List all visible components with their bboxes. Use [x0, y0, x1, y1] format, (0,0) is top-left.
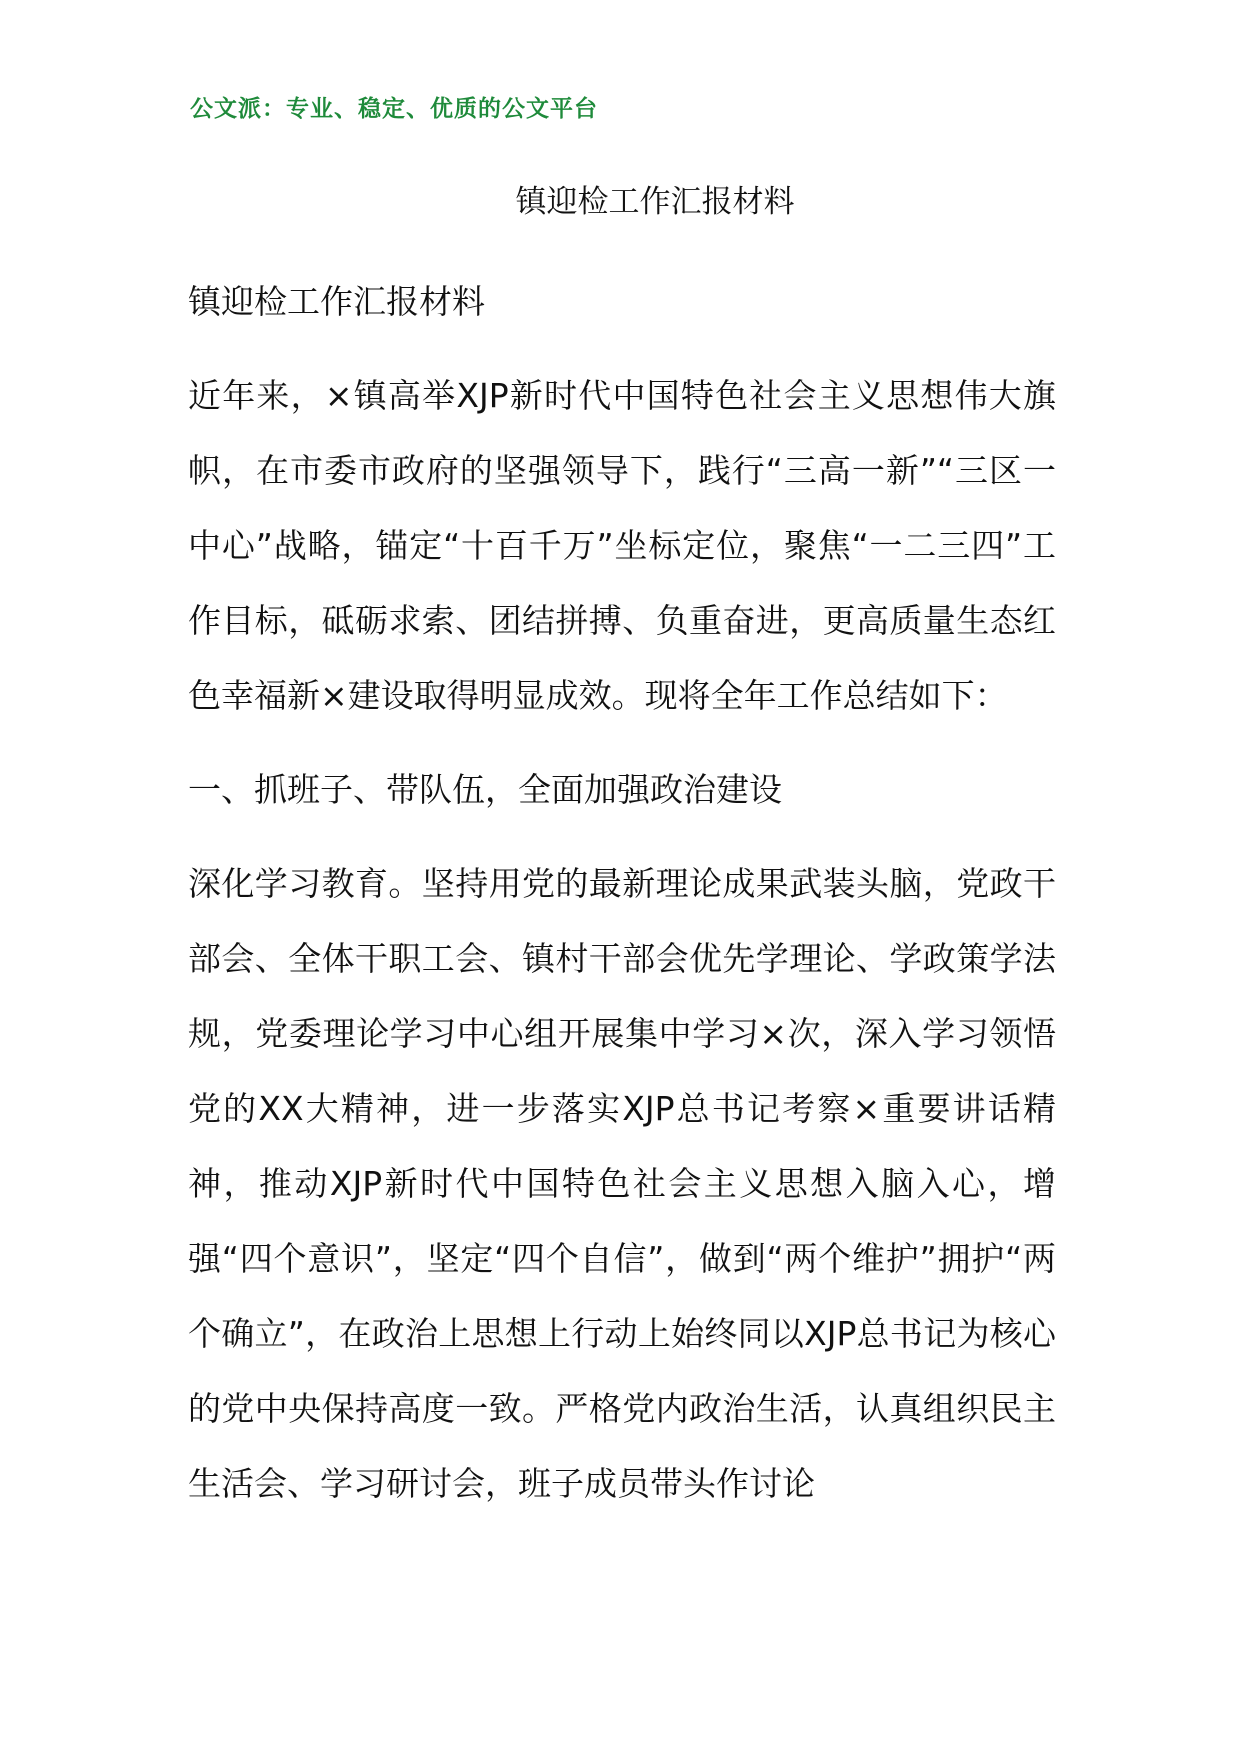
document-subtitle: 镇迎检工作汇报材料	[188, 282, 485, 321]
document-body	[188, 264, 1056, 1540]
document-title: 镇迎检工作汇报材料	[515, 184, 795, 220]
header-banner: 公文派：专业、稳定、优质的公文平台	[190, 96, 598, 122]
paragraph-study-education: 深化学习教育。坚持用党的最新理论成果武装头脑，党政干部会、全体干职工会、镇村干部会优先学理论、学政策学法规，党委理论学习中心组开展集中学习×次，深入学习领悟党的XX大精神，进一步落实XJP总书记考察×重要讲话精神，推动XJP新时代中国特色社会主义思想入脑入心，增强“四个意识”，坚定“四个自信”，做到“两个维护”拥护“两个确立”，在政治上思想上行动上始终同以XJP总书记为核心的党中央保持高度一致。严格党内政治生活，认真组织民主生活会、学习研讨会，班子成员带头作讨论	[188, 864, 1056, 1503]
paragraph-intro: 近年来，×镇高举XJP新时代中国特色社会主义思想伟大旗帜，在市委市政府的坚强领导下，践行“三高一新”“三区一中心”战略，锚定“十百千万”坐标定位，聚焦“一二三四”工作目标，砥砺求索、团结拼搏、负重奋进，更高质量生态红色幸福新×建设取得明显成效。现将全年工作总结如下：	[188, 376, 1056, 715]
section-heading-1: 一、抓班子、带队伍，全面加强政治建设	[188, 770, 782, 809]
